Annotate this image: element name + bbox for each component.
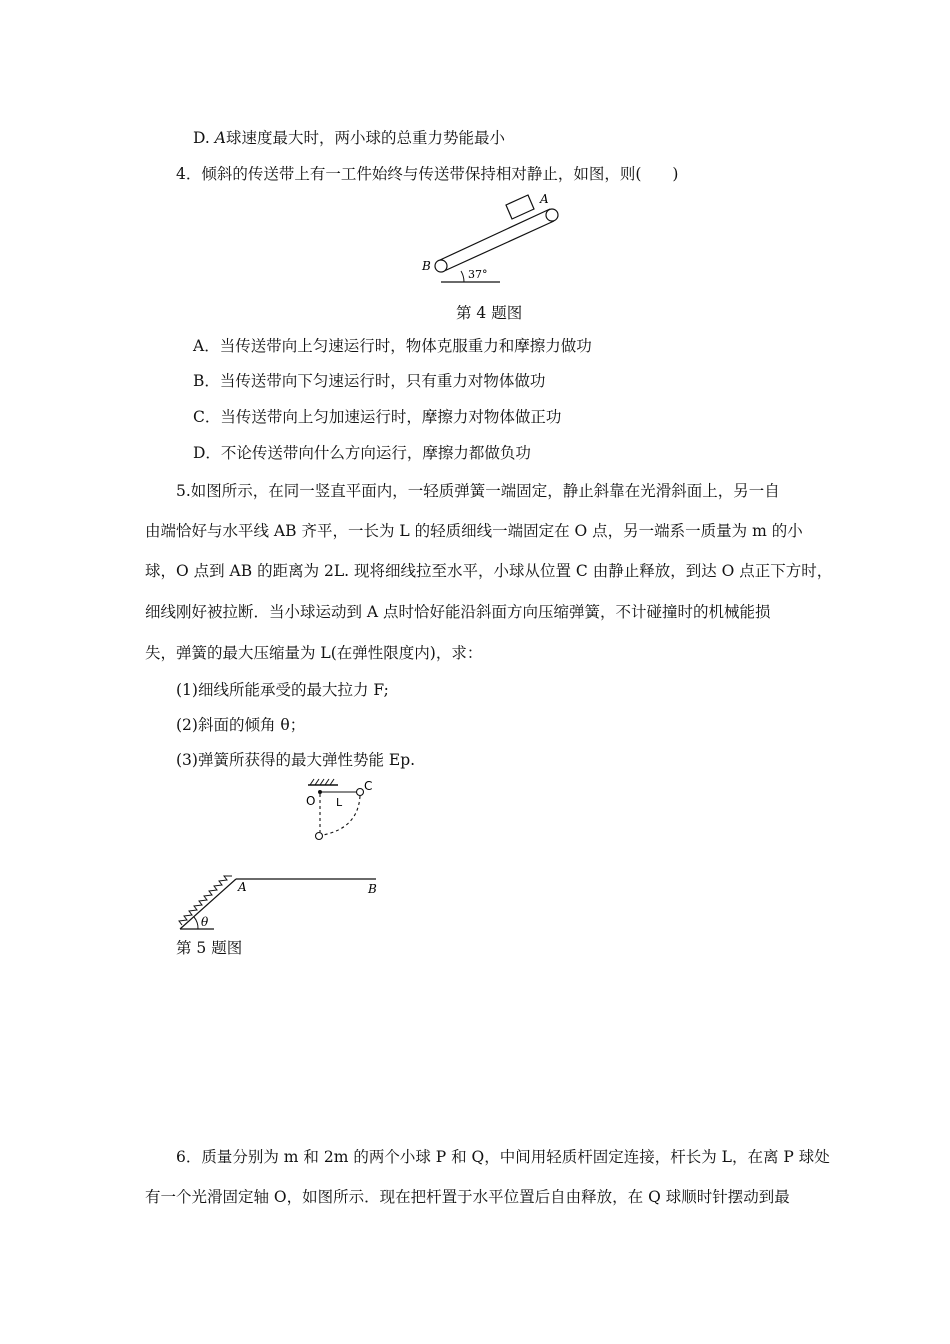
pulley-b [435,260,447,272]
q4-option-c: C．当传送带向上匀加速运行时，摩擦力对物体做正功 [193,408,562,426]
label-c: C [364,779,373,793]
q5-sub-1: (1)细线所能承受的最大拉力 F; [176,681,389,699]
q5-line-2: 由端恰好与水平线 AB 齐平，一长为 L 的轻质细线一端固定在 O 点，另一端系一质量为 m 的小 [145,522,803,540]
q5-line-5: 失，弹簧的最大压缩量为 L(在弹性限度内)，求： [145,644,483,662]
q3-option-d-label: D. [193,129,210,147]
q4-option-b: B．当传送带向下匀速运行时，只有重力对物体做功 [193,372,546,390]
pulley-a [546,209,558,221]
q6-line-2: 有一个光滑固定轴 O，如图所示．现在把杆置于水平位置后自由释放，在 Q 球顺时针摆动到最 [145,1188,790,1206]
ceiling-hatch [310,779,334,785]
q4-stem: 4．倾斜的传送带上有一工件始终与传送带保持相对静止，如图，则( ) [176,165,679,183]
pivot-o [318,790,322,794]
label-o: O [306,794,316,808]
belt-top-edge [440,209,550,260]
q3-option-d-var: A [214,129,226,147]
label-b-5: B [368,882,377,896]
q5-sub-2: (2)斜面的倾角 θ； [176,716,306,734]
q5-line-4: 细线刚好被拉断．当小球运动到 A 点时恰好能沿斜面方向压缩弹簧，不计碰撞时的机械能损 [145,603,771,621]
q5-line-1: 5.如图所示，在同一竖直平面内，一轻质弹簧一端固定，静止斜靠在光滑斜面上，另一自 [176,482,780,500]
q4-figure-caption: 第 4 题图 [456,304,523,322]
angle-arc [461,271,464,282]
q5-line-3: 球，O 点到 AB 的距离为 2L. 现将细线拉至水平，小球从位置 C 由静止释放，到达 O 点正下方时， [145,562,833,580]
label-b: B [422,259,431,273]
belt-bottom-edge [442,221,554,272]
q5-figure-caption: 第 5 题图 [176,939,243,957]
label-theta: θ [201,915,209,929]
q6-line-1: 6．质量分别为 m 和 2m 的两个小球 P 和 Q，中间用轻质杆固定连接，杆长为 L，在离 P 球处 [176,1148,830,1166]
q3-option-d [193,128,505,148]
label-a-5: A [238,880,247,894]
q5-sub-3: (3)弹簧所获得的最大弹性势能 Ep. [176,751,416,769]
q4-option-a: A．当传送带向上匀速运行时，物体克服重力和摩擦力做功 [193,337,592,355]
label-a: A [540,192,549,206]
q4-option-d: D．不论传送带向什么方向运行，摩擦力都做负功 [193,444,531,462]
workpiece-block [506,195,534,219]
q3-option-d-text: 球速度最大时，两小球的总重力势能最小 [225,129,505,147]
theta-arc [194,917,198,929]
label-l: L [336,796,343,809]
q4-figure-conveyor [420,192,570,292]
angle-label: 37° [468,268,488,281]
q5-figure [170,778,390,938]
ball-c [357,789,364,796]
ball-bottom [316,833,323,840]
